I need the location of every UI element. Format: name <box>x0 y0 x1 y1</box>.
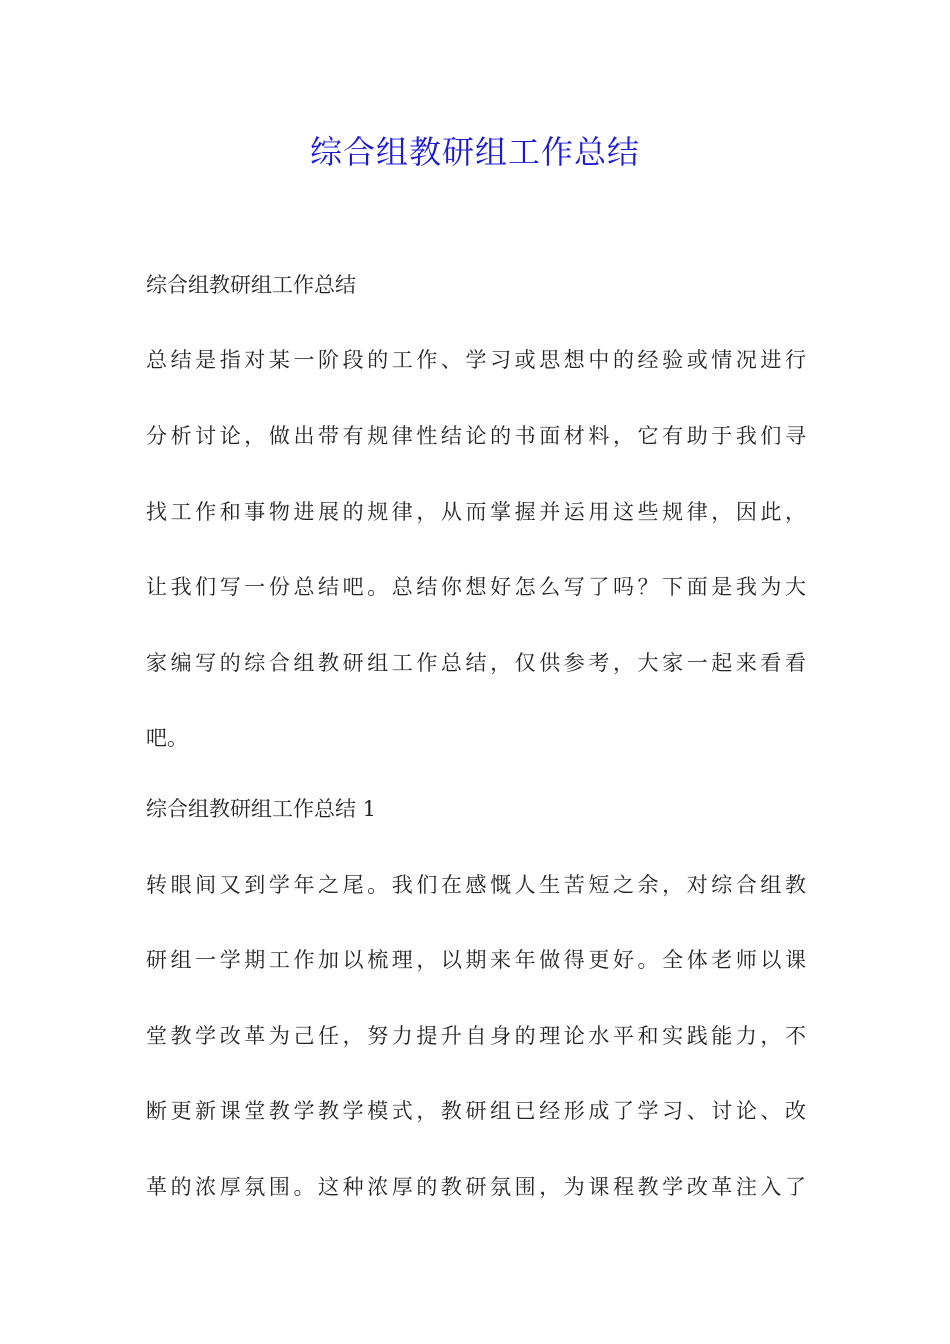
paragraph-line: 分析讨论，做出带有规律性结论的书面材料，它有助于我们寻 <box>146 424 806 448</box>
paragraph-line: 总结是指对某一阶段的工作、学习或思想中的经验或情况进行 <box>146 348 806 372</box>
paragraph-line: 转眼间又到学年之尾。我们在感慨人生苦短之余，对综合组教 <box>146 873 806 897</box>
paragraph-line: 研组一学期工作加以梳理，以期来年做得更好。全体老师以课 <box>146 948 806 972</box>
paragraph-line: 吧。 <box>146 726 188 750</box>
subtitle-line: 综合组教研组工作总结 <box>146 273 356 297</box>
paragraph-line: 堂教学改革为己任，努力提升自身的理论水平和实践能力，不 <box>146 1024 806 1048</box>
paragraph-line: 断更新课堂教学教学模式，教研组已经形成了学习、讨论、改 <box>146 1099 806 1123</box>
document-title: 综合组教研组工作总结 <box>309 133 640 171</box>
paragraph-line: 家编写的综合组教研组工作总结，仅供参考，大家一起来看看 <box>146 651 806 675</box>
section-heading: 综合组教研组工作总结 1 <box>146 797 377 821</box>
paragraph-line: 找工作和事物进展的规律，从而掌握并运用这些规律，因此， <box>146 500 806 524</box>
paragraph-line: 革的浓厚氛围。这种浓厚的教研氛围，为课程教学改革注入了 <box>146 1175 806 1199</box>
paragraph-line: 让我们写一份总结吧。总结你想好怎么写了吗？下面是我为大 <box>146 575 806 599</box>
